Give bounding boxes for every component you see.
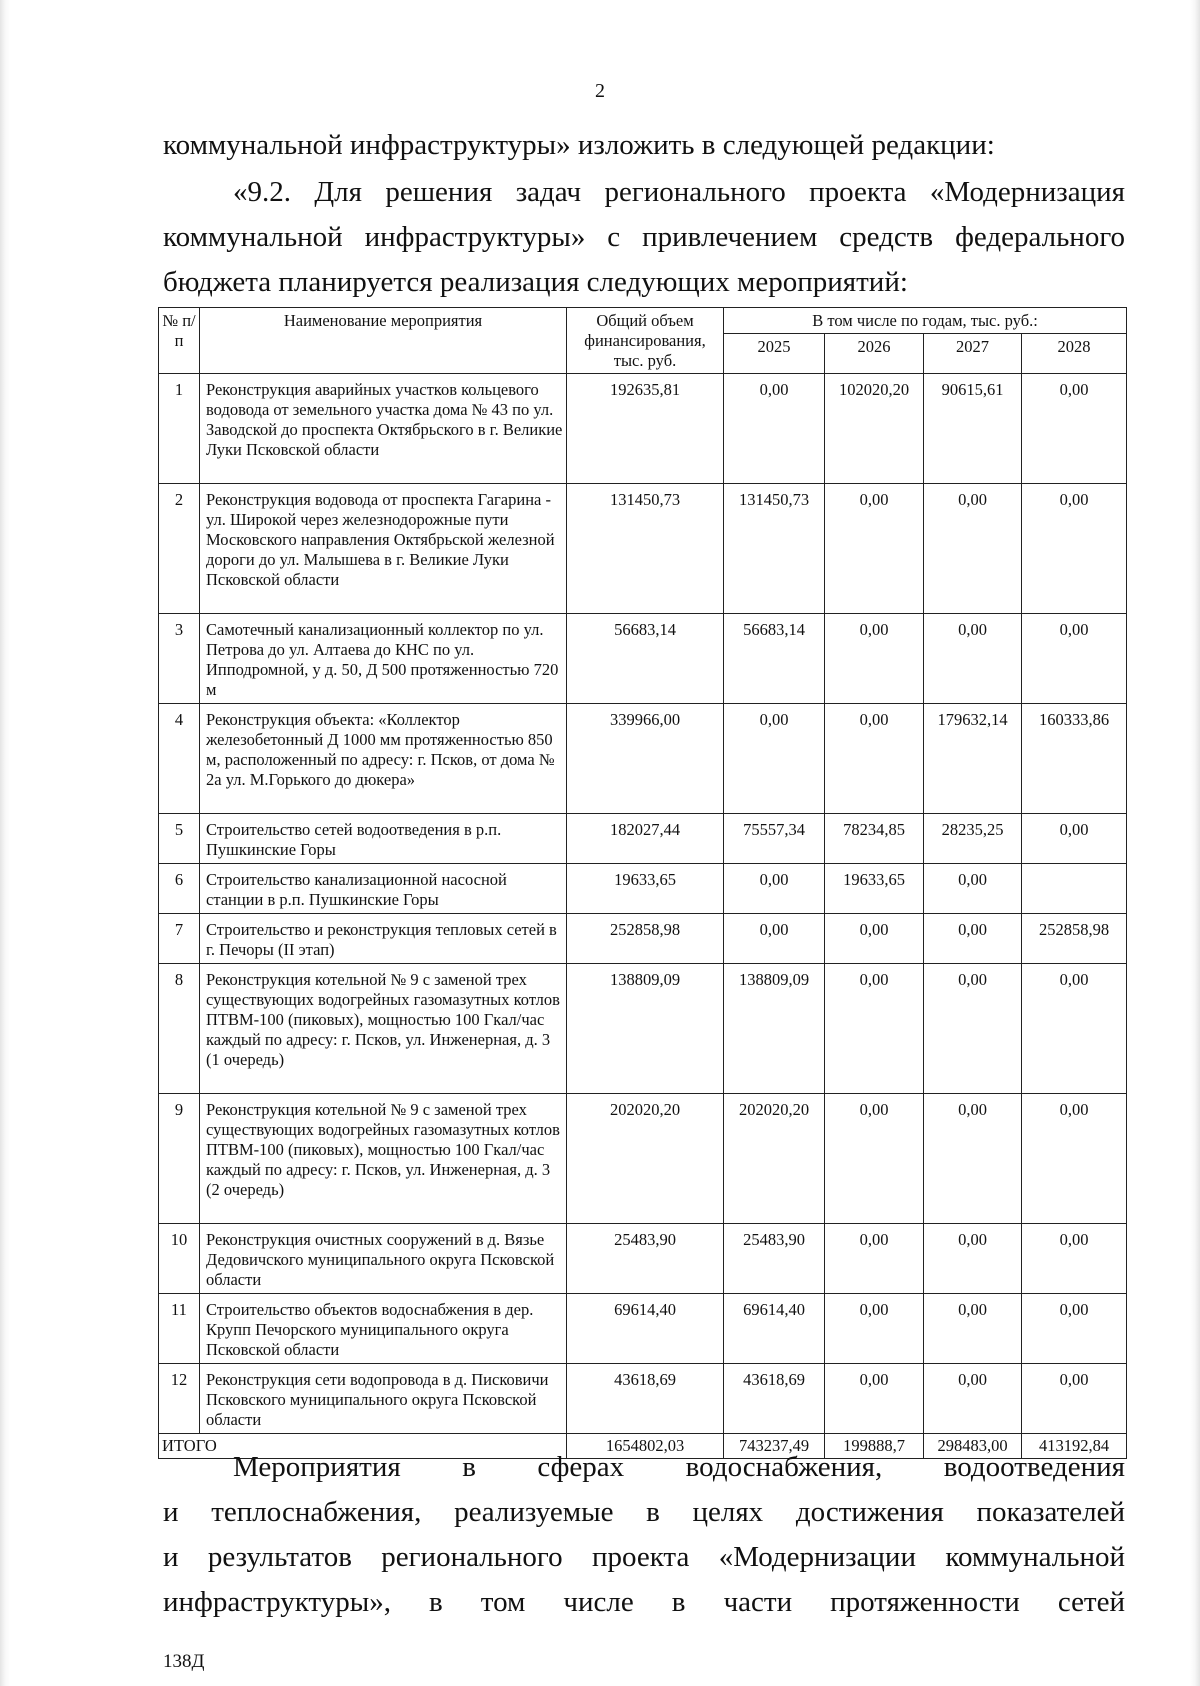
document-code: 138Д — [163, 1651, 205, 1672]
row-name: Реконструкция водовода от проспекта Гагарина - ул. Широкой через железнодорожные пути Московского направления Октябрьской железной дороги до ул. Малышева в г. Великие Луки Псковской области — [200, 484, 567, 614]
table-row — [159, 814, 1127, 864]
row-2027: 179632,14 — [924, 704, 1022, 814]
row-number: 3 — [159, 614, 200, 704]
row-2026: 0,00 — [825, 1094, 924, 1224]
paragraph-line: инфраструктуры», в том числе в части протяженности сетей — [163, 1586, 1125, 1618]
paragraph-line: и теплоснабжения, реализуемые в целях достижения показателей — [163, 1496, 1125, 1528]
row-total: 339966,00 — [567, 704, 724, 814]
row-2027: 0,00 — [924, 964, 1022, 1094]
row-number: 2 — [159, 484, 200, 614]
table-header — [159, 308, 1127, 374]
total-2026: 199888,7 — [825, 1434, 924, 1459]
row-2027: 0,00 — [924, 614, 1022, 704]
row-2026: 0,00 — [825, 614, 924, 704]
paragraph-line: и результатов регионального проекта «Модернизации коммунальной — [163, 1541, 1125, 1573]
total-2027: 298483,00 — [924, 1434, 1022, 1459]
header-year: 2027 — [924, 334, 1022, 374]
header-name: Наименование мероприятия — [200, 308, 567, 374]
row-name: Реконструкция котельной № 9 с заменой трех существующих водогрейных газомазутных котлов ПТВМ-100 (пиковых), мощностью 100 Гкал/час каждый по адресу: г. Псков, ул. Инженерная, д. 3 (2 очередь) — [200, 1094, 567, 1224]
row-number: 8 — [159, 964, 200, 1094]
row-2028: 0,00 — [1022, 484, 1127, 614]
row-2025: 0,00 — [724, 704, 825, 814]
row-2026: 0,00 — [825, 964, 924, 1094]
row-2026: 0,00 — [825, 914, 924, 964]
row-name: Строительство канализационной насосной станции в р.п. Пушкинские Горы — [200, 864, 567, 914]
row-2027: 0,00 — [924, 1224, 1022, 1294]
paragraph-line: бюджета планируется реализация следующих мероприятий: — [163, 266, 908, 298]
row-number: 9 — [159, 1094, 200, 1224]
total-2025: 743237,49 — [724, 1434, 825, 1459]
row-number: 1 — [159, 374, 200, 484]
row-2025: 25483,90 — [724, 1224, 825, 1294]
row-total: 19633,65 — [567, 864, 724, 914]
row-2028: 0,00 — [1022, 614, 1127, 704]
row-2025: 75557,34 — [724, 814, 825, 864]
row-2027: 0,00 — [924, 1364, 1022, 1434]
row-total: 69614,40 — [567, 1294, 724, 1364]
row-2025: 202020,20 — [724, 1094, 825, 1224]
table-row — [159, 1094, 1127, 1224]
header-year: 2025 — [724, 334, 825, 374]
row-2025: 0,00 — [724, 374, 825, 484]
row-2028: 0,00 — [1022, 1094, 1127, 1224]
row-name: Самотечный канализационный коллектор по ул. Петрова до ул. Алтаева до КНС по ул. Ипподромной, у д. 50, Д 500 протяженностью 720 м — [200, 614, 567, 704]
budget-table — [158, 307, 1127, 1459]
row-total: 192635,81 — [567, 374, 724, 484]
header-num: № п/п — [159, 308, 200, 374]
row-total: 252858,98 — [567, 914, 724, 964]
table-row — [159, 864, 1127, 914]
row-total: 138809,09 — [567, 964, 724, 1094]
table-row — [159, 704, 1127, 814]
row-2026: 0,00 — [825, 484, 924, 614]
table-row — [159, 1294, 1127, 1364]
row-2025: 56683,14 — [724, 614, 825, 704]
row-2025: 0,00 — [724, 914, 825, 964]
row-2026: 0,00 — [825, 1294, 924, 1364]
row-2026: 0,00 — [825, 1364, 924, 1434]
paragraph-line: коммунальной инфраструктуры» с привлечением средств федерального — [163, 221, 1125, 253]
row-name: Строительство сетей водоотведения в р.п. Пушкинские Горы — [200, 814, 567, 864]
row-number: 10 — [159, 1224, 200, 1294]
header-year: 2028 — [1022, 334, 1127, 374]
row-2028: 0,00 — [1022, 1364, 1127, 1434]
row-total: 202020,20 — [567, 1094, 724, 1224]
row-name: Реконструкция котельной № 9 с заменой трех существующих водогрейных газомазутных котлов ПТВМ-100 (пиковых), мощностью 100 Гкал/час каждый по адресу: г. Псков, ул. Инженерная, д. 3 (1 очередь) — [200, 964, 567, 1094]
row-name: Реконструкция объекта: «Коллектор железобетонный Д 1000 мм протяженностью 850 м, расположенный по адресу: г. Псков, от дома № 2а ул. М.Горького до дюкера» — [200, 704, 567, 814]
row-2027: 90615,61 — [924, 374, 1022, 484]
row-name: Реконструкция аварийных участков кольцевого водовода от земельного участка дома № 43 по ул. Заводской до проспекта Октябрьского в г. Великие Луки Псковской области — [200, 374, 567, 484]
total-2028: 413192,84 — [1022, 1434, 1127, 1459]
table-row — [159, 1224, 1127, 1294]
row-number: 5 — [159, 814, 200, 864]
row-2028: 0,00 — [1022, 964, 1127, 1094]
table-row — [159, 914, 1127, 964]
row-number: 7 — [159, 914, 200, 964]
row-total: 131450,73 — [567, 484, 724, 614]
header-year: 2026 — [825, 334, 924, 374]
table-row — [159, 964, 1127, 1094]
scan-edge-right — [1190, 0, 1200, 1686]
row-2027: 0,00 — [924, 864, 1022, 914]
row-2025: 0,00 — [724, 864, 825, 914]
row-total: 182027,44 — [567, 814, 724, 864]
row-number: 6 — [159, 864, 200, 914]
table-row — [159, 374, 1127, 484]
row-2026: 102020,20 — [825, 374, 924, 484]
paragraph-line: «9.2. Для решения задач регионального проекта «Модернизация — [233, 176, 1125, 208]
paragraph-line: коммунальной инфраструктуры» изложить в следующей редакции: — [163, 129, 995, 161]
row-2028: 0,00 — [1022, 814, 1127, 864]
row-2025: 43618,69 — [724, 1364, 825, 1434]
row-number: 4 — [159, 704, 200, 814]
row-2027: 0,00 — [924, 1094, 1022, 1224]
row-name: Строительство объектов водоснабжения в дер. Крупп Печорского муниципального округа Псковской области — [200, 1294, 567, 1364]
row-number: 11 — [159, 1294, 200, 1364]
row-2028: 0,00 — [1022, 374, 1127, 484]
row-2025: 131450,73 — [724, 484, 825, 614]
row-number: 12 — [159, 1364, 200, 1434]
row-2028 — [1022, 864, 1127, 914]
header-total: Общий объем финансирования, тыс. руб. — [567, 308, 724, 374]
row-2028: 0,00 — [1022, 1294, 1127, 1364]
row-2027: 0,00 — [924, 1294, 1022, 1364]
row-2026: 0,00 — [825, 1224, 924, 1294]
row-name: Реконструкция очистных сооружений в д. Вязье Дедовичского муниципального округа Псковской области — [200, 1224, 567, 1294]
row-total: 56683,14 — [567, 614, 724, 704]
row-total: 43618,69 — [567, 1364, 724, 1434]
row-2027: 0,00 — [924, 914, 1022, 964]
row-2026: 78234,85 — [825, 814, 924, 864]
page-number: 2 — [595, 80, 605, 102]
row-2025: 138809,09 — [724, 964, 825, 1094]
row-2027: 0,00 — [924, 484, 1022, 614]
table-body — [159, 374, 1127, 1459]
row-2028: 252858,98 — [1022, 914, 1127, 964]
row-2028: 160333,86 — [1022, 704, 1127, 814]
row-name: Строительство и реконструкция тепловых сетей в г. Печоры (II этап) — [200, 914, 567, 964]
header-by-years: В том числе по годам, тыс. руб.: — [724, 308, 1127, 334]
row-2027: 28235,25 — [924, 814, 1022, 864]
total-sum: 1654802,03 — [567, 1434, 724, 1459]
row-total: 25483,90 — [567, 1224, 724, 1294]
row-2028: 0,00 — [1022, 1224, 1127, 1294]
total-label: ИТОГО — [159, 1434, 567, 1459]
table-row — [159, 484, 1127, 614]
row-2026: 0,00 — [825, 704, 924, 814]
table-row — [159, 1364, 1127, 1434]
table-row — [159, 614, 1127, 704]
row-name: Реконструкция сети водопровода в д. Писковичи Псковского муниципального округа Псковской области — [200, 1364, 567, 1434]
scan-edge-left — [0, 0, 10, 1686]
row-2025: 69614,40 — [724, 1294, 825, 1364]
row-2026: 19633,65 — [825, 864, 924, 914]
paragraph-line: Мероприятия в сферах водоснабжения, водоотведения — [233, 1451, 1125, 1483]
